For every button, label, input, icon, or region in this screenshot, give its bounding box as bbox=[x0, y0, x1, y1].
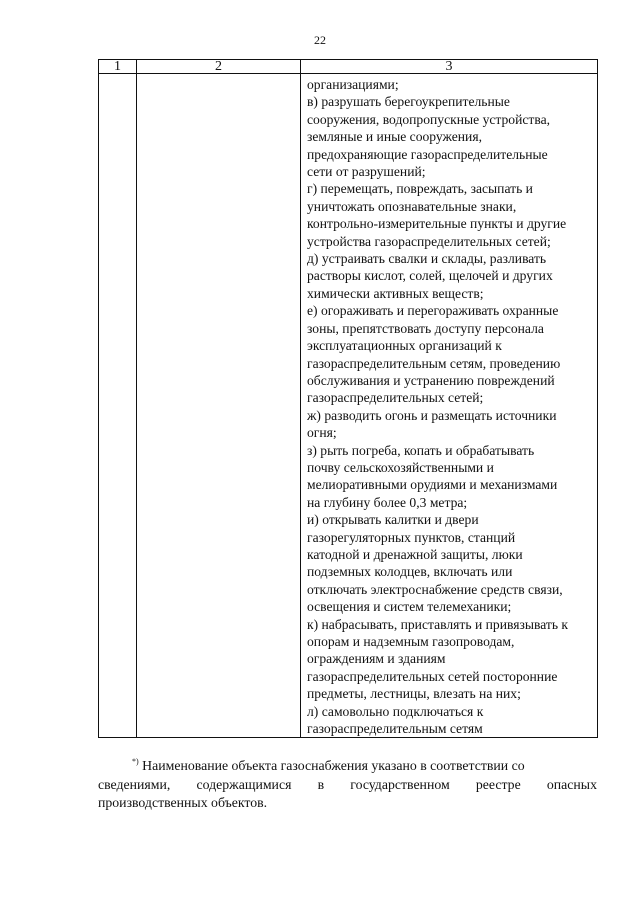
footnote-line-1 bbox=[98, 757, 597, 776]
list-item-line: газораспределительным сетям, проведению bbox=[307, 355, 561, 371]
table-cell-col3 bbox=[301, 74, 598, 738]
footnote-word: в bbox=[317, 776, 325, 792]
footnote-line-3: производственных объектов. bbox=[98, 795, 268, 810]
list-item-line: земляные и иные сооружения, bbox=[307, 129, 482, 145]
table-header-row bbox=[99, 60, 598, 74]
list-item-line: опорам и надземным газопроводам, bbox=[307, 634, 515, 649]
list-item-line: з) рыть погреба, копать и обрабатывать bbox=[307, 442, 535, 458]
list-item-line: устройства газораспределительных сетей; bbox=[307, 233, 551, 249]
list-item-line: г) перемещать, повреждать, засыпать и bbox=[307, 181, 533, 197]
list-item-line: на глубину более 0,3 метра; bbox=[307, 494, 468, 510]
list-item-line: и) открывать калитки и двери bbox=[307, 512, 479, 528]
list-item-line: д) устраивать свалки и склады, разливать bbox=[307, 251, 547, 267]
table-cell-col1 bbox=[99, 74, 137, 738]
requirements-table bbox=[98, 59, 598, 738]
list-item-line: отключать электроснабжение средств связи, bbox=[307, 581, 563, 597]
list-item-line: огня; bbox=[307, 425, 337, 441]
list-item-line: растворы кислот, солей, щелочей и других bbox=[307, 268, 553, 284]
list-item-line: обслуживания и устранению повреждений bbox=[307, 372, 555, 388]
table-row bbox=[99, 74, 598, 738]
list-item-line: эксплуатационных организаций к bbox=[307, 338, 502, 354]
list-item-line: предохраняющие газораспределительные bbox=[307, 146, 548, 162]
list-item-line: почву сельскохозяйственными и bbox=[307, 459, 494, 475]
list-item-line: газораспределительных сетей посторонние bbox=[307, 668, 558, 684]
footnote-text-1: Наименование объекта газоснабжения указано в соответствии со bbox=[142, 758, 525, 773]
list-item-line: химически активных веществ; bbox=[307, 285, 484, 301]
list-item-line: газорегуляторных пунктов, станций bbox=[307, 529, 516, 545]
page-number: 22 bbox=[314, 33, 326, 47]
list-item-line: е) огораживать и перегораживать охранные bbox=[307, 303, 559, 319]
list-item-line: организациями; bbox=[307, 77, 399, 92]
column-header-2: 2 bbox=[137, 60, 301, 74]
table-cell-col2 bbox=[137, 74, 301, 738]
list-item-line: газораспределительных сетей; bbox=[307, 390, 484, 406]
list-item-line: подземных колодцев, включать или bbox=[307, 564, 513, 580]
list-item-line: в) разрушать берегоукрепительные bbox=[307, 94, 510, 110]
list-item-line: контрольно-измерительные пункты и другие bbox=[307, 216, 567, 232]
list-item-line: сети от разрушений; bbox=[307, 164, 426, 180]
footnote-marker: *) bbox=[132, 757, 139, 766]
prohibitions-list bbox=[301, 74, 597, 737]
list-item-line: л) самовольно подключаться к bbox=[307, 703, 484, 719]
footnote-word: опасных bbox=[546, 776, 597, 792]
footnote-word: государственном bbox=[350, 776, 450, 792]
footnote-word: содержащимися bbox=[196, 776, 292, 792]
footnote-word: реестре bbox=[475, 776, 521, 792]
footnote bbox=[98, 757, 597, 813]
list-item-line: уничтожать опознавательные знаки, bbox=[307, 198, 517, 214]
list-item-line: к) набрасывать, приставлять и привязывать к bbox=[307, 616, 569, 632]
list-item-line: мелиоративными орудиями и механизмами bbox=[307, 477, 558, 493]
list-item-line: ж) разводить огонь и размещать источники bbox=[307, 407, 557, 423]
list-item-line: зоны, препятствовать доступу персонала bbox=[307, 320, 544, 336]
list-item-line: газораспределительным сетям bbox=[307, 721, 483, 737]
column-header-3: 3 bbox=[301, 60, 598, 74]
list-item-line: предметы, лестницы, влезать на них; bbox=[307, 686, 521, 702]
footnote-line-2 bbox=[98, 776, 597, 795]
list-item-line: сооружения, водопропускные устройства, bbox=[307, 111, 551, 127]
list-item-line: катодной и дренажной защиты, люки bbox=[307, 546, 523, 562]
column-header-1: 1 bbox=[99, 60, 137, 74]
list-item-line: ограждениям и зданиям bbox=[307, 651, 446, 667]
list-item-line: освещения и систем телемеханики; bbox=[307, 599, 512, 615]
footnote-word: сведениями, bbox=[98, 776, 171, 792]
